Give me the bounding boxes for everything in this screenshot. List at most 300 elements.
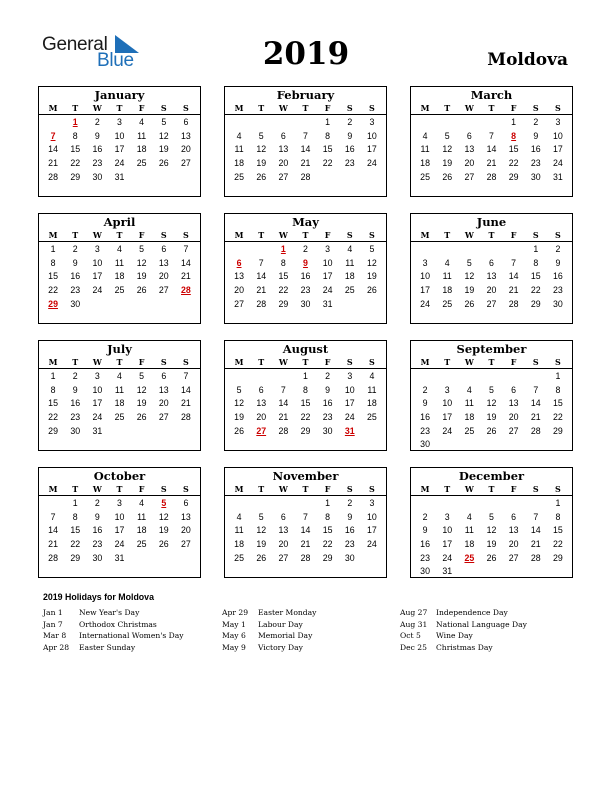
month-march: [410, 86, 573, 197]
day-cell: 19: [442, 158, 453, 169]
day-cell: 12: [442, 144, 453, 155]
day-cell: 9: [533, 130, 539, 141]
holiday-day-cell: 5: [161, 498, 167, 508]
day-cell: 7: [533, 511, 539, 522]
day-cell: 14: [300, 144, 311, 155]
weekday-label: S: [183, 484, 189, 494]
day-cell: 11: [367, 384, 377, 395]
weekday-header-row: [225, 483, 386, 496]
day-grid: [39, 242, 200, 311]
day-cell: 8: [325, 130, 331, 141]
day-cell: 8: [50, 257, 56, 268]
day-cell: 12: [256, 525, 267, 536]
holiday-name: Memorial Day: [258, 631, 313, 640]
weekday-label: M: [420, 484, 430, 494]
day-cell: 24: [420, 298, 430, 309]
day-cell: 19: [486, 539, 497, 550]
day-cell: 11: [137, 130, 147, 141]
weekday-label: S: [369, 230, 375, 240]
weekday-label: F: [138, 357, 145, 367]
weekday-label: T: [444, 103, 451, 113]
day-grid: [225, 242, 386, 311]
day-cell: 17: [442, 412, 453, 423]
empty-cell: [228, 370, 250, 384]
day-cell: 30: [530, 171, 541, 182]
day-cell: 6: [489, 257, 494, 268]
weekday-label: S: [532, 230, 539, 240]
day-cell: 7: [183, 244, 189, 254]
month-title: April: [103, 215, 136, 229]
month-july: [38, 340, 201, 451]
day-cell: 22: [530, 285, 541, 296]
day-cell: 22: [70, 158, 81, 169]
day-cell: 4: [236, 130, 242, 141]
empty-cell: [503, 497, 525, 511]
empty-cell: [250, 243, 272, 257]
weekday-label: F: [510, 484, 517, 494]
day-cell: 11: [464, 525, 474, 536]
day-cell: 11: [114, 384, 125, 395]
day-cell: 15: [48, 271, 58, 282]
day-cell: 16: [92, 525, 103, 536]
day-cell: 22: [48, 285, 58, 296]
country-title: Moldova: [487, 50, 568, 70]
day-cell: 21: [508, 285, 519, 296]
day-cell: 23: [530, 158, 541, 169]
empty-cell: [272, 497, 294, 511]
day-cell: 21: [181, 398, 191, 409]
day-cell: 16: [92, 144, 103, 155]
day-cell: 28: [530, 425, 541, 436]
weekday-label: T: [116, 484, 123, 494]
weekday-label: M: [234, 357, 244, 367]
day-cell: 23: [420, 425, 430, 436]
day-cell: 29: [48, 425, 58, 436]
day-cell: 3: [117, 498, 122, 508]
day-cell: 12: [136, 384, 147, 395]
weekday-label: T: [302, 357, 309, 367]
weekday-label: W: [92, 103, 102, 113]
day-cell: 13: [278, 144, 289, 155]
weekday-label: W: [278, 484, 288, 494]
day-cell: 19: [136, 271, 147, 282]
day-cell: 16: [300, 271, 311, 282]
day-cell: 17: [553, 144, 563, 155]
day-cell: 9: [94, 130, 100, 141]
day-cell: 19: [136, 398, 147, 409]
day-cell: 26: [442, 171, 453, 182]
day-cell: 8: [533, 257, 539, 268]
day-cell: 31: [322, 298, 333, 309]
day-cell: 15: [553, 525, 563, 536]
day-cell: 1: [72, 498, 78, 508]
weekday-label: W: [464, 484, 474, 494]
holiday-day-cell: 29: [48, 298, 58, 309]
holiday-row: [43, 607, 184, 619]
weekday-label: W: [278, 230, 288, 240]
empty-cell: [294, 497, 316, 511]
day-cell: 26: [136, 412, 147, 423]
day-cell: 17: [114, 525, 125, 536]
day-cell: 17: [442, 539, 453, 550]
day-cell: 22: [70, 539, 81, 550]
day-cell: 7: [50, 511, 56, 522]
day-cell: 25: [234, 171, 244, 182]
weekday-label: T: [116, 103, 123, 113]
day-cell: 9: [72, 384, 78, 395]
day-cell: 20: [464, 158, 475, 169]
day-cell: 30: [70, 298, 81, 309]
weekday-label: W: [92, 230, 102, 240]
day-cell: 3: [94, 244, 100, 254]
weekday-label: T: [72, 103, 79, 113]
holiday-day-cell: 31: [344, 425, 355, 436]
day-cell: 28: [300, 552, 311, 563]
day-cell: 7: [533, 384, 539, 395]
day-cell: 20: [181, 525, 191, 536]
weekday-label: M: [420, 357, 430, 367]
day-cell: 26: [464, 298, 475, 309]
day-cell: 18: [234, 158, 244, 169]
day-cell: 24: [92, 412, 103, 423]
day-cell: 21: [486, 158, 497, 169]
day-cell: 5: [258, 511, 264, 522]
day-cell: 14: [181, 257, 191, 268]
holiday-day-cell: 1: [280, 244, 286, 254]
day-cell: 1: [303, 371, 308, 381]
day-cell: 5: [369, 244, 375, 254]
day-cell: 31: [114, 171, 125, 182]
day-cell: 22: [322, 158, 333, 169]
weekday-header-row: [39, 356, 200, 369]
day-cell: 19: [464, 285, 475, 296]
day-cell: 20: [181, 144, 191, 155]
day-cell: 17: [322, 271, 333, 282]
weekday-label: S: [369, 103, 375, 113]
day-cell: 12: [464, 271, 475, 282]
day-cell: 10: [92, 384, 103, 395]
empty-cell: [458, 116, 480, 130]
weekday-label: W: [464, 357, 474, 367]
holiday-row: [43, 619, 184, 631]
day-cell: 21: [48, 158, 58, 169]
day-cell: 30: [92, 171, 103, 182]
weekday-label: F: [510, 103, 517, 113]
weekday-label: T: [488, 484, 495, 494]
day-cell: 13: [158, 257, 169, 268]
day-cell: 6: [280, 130, 286, 141]
day-cell: 23: [420, 552, 430, 563]
holiday-day-cell: 27: [256, 425, 267, 436]
weekday-label: S: [532, 357, 539, 367]
day-cell: 23: [70, 285, 81, 296]
weekday-label: F: [324, 357, 331, 367]
day-cell: 12: [256, 144, 267, 155]
day-cell: 25: [136, 539, 147, 550]
weekday-label: T: [72, 230, 79, 240]
day-cell: 16: [70, 398, 81, 409]
holiday-day-cell: 25: [464, 552, 475, 563]
day-cell: 31: [92, 425, 103, 436]
month-december: [410, 467, 573, 578]
weekday-label: F: [138, 230, 145, 240]
day-cell: 14: [256, 271, 267, 282]
holiday-row: [43, 630, 184, 642]
day-cell: 24: [344, 412, 355, 423]
month-title: February: [276, 88, 335, 102]
empty-cell: [458, 370, 480, 384]
day-cell: 23: [300, 285, 311, 296]
weekday-label: F: [138, 103, 145, 113]
day-cell: 2: [347, 117, 353, 127]
day-cell: 3: [325, 244, 331, 254]
day-cell: 20: [234, 285, 244, 296]
day-cell: 5: [489, 384, 494, 395]
holiday-date: Apr 29: [222, 608, 249, 617]
weekday-label: F: [324, 484, 331, 494]
weekday-label: M: [234, 230, 244, 240]
day-cell: 12: [367, 257, 377, 268]
day-cell: 3: [422, 257, 428, 268]
day-cell: 28: [256, 298, 267, 309]
holiday-date: May 6: [222, 631, 246, 640]
day-cell: 31: [553, 171, 563, 182]
day-cell: 12: [158, 130, 169, 141]
weekday-header-row: [411, 102, 572, 115]
weekday-header-row: [411, 483, 572, 496]
day-cell: 23: [92, 539, 103, 550]
day-cell: 17: [367, 144, 377, 155]
day-cell: 16: [344, 144, 355, 155]
holiday-date: Apr 28: [43, 642, 70, 652]
holiday-row: [400, 642, 527, 654]
day-cell: 15: [48, 398, 58, 409]
month-october: [38, 467, 201, 578]
day-cell: 11: [420, 144, 430, 155]
day-cell: 5: [444, 130, 450, 141]
month-february: [224, 86, 387, 197]
weekday-header-row: [411, 356, 572, 369]
day-cell: 28: [508, 298, 519, 309]
weekday-label: S: [555, 103, 561, 113]
day-cell: 24: [92, 285, 103, 296]
holiday-day-cell: 7: [50, 130, 56, 141]
day-cell: 27: [158, 412, 169, 423]
day-cell: 27: [181, 158, 191, 169]
day-cell: 24: [322, 285, 333, 296]
day-grid: [39, 115, 200, 184]
weekday-label: T: [302, 484, 309, 494]
day-cell: 1: [533, 244, 539, 254]
day-cell: 16: [70, 271, 81, 282]
day-cell: 22: [553, 539, 563, 550]
weekday-label: W: [278, 357, 288, 367]
weekday-label: S: [555, 357, 561, 367]
day-cell: 14: [48, 144, 58, 155]
day-cell: 13: [158, 384, 169, 395]
day-cell: 24: [114, 158, 125, 169]
weekday-label: T: [72, 484, 79, 494]
weekday-label: S: [160, 484, 167, 494]
day-cell: 19: [486, 412, 497, 423]
day-cell: 29: [278, 298, 289, 309]
day-cell: 21: [530, 412, 541, 423]
day-cell: 10: [344, 384, 355, 395]
weekday-label: T: [444, 357, 451, 367]
day-cell: 6: [466, 130, 472, 141]
logo-text-general: General: [42, 34, 108, 55]
weekday-label: W: [92, 484, 102, 494]
empty-cell: [458, 243, 480, 257]
day-cell: 16: [530, 144, 541, 155]
day-cell: 25: [344, 285, 355, 296]
day-cell: 19: [234, 412, 244, 423]
day-cell: 22: [508, 158, 519, 169]
day-cell: 25: [367, 412, 377, 423]
day-cell: 4: [347, 244, 353, 254]
day-cell: 11: [234, 525, 244, 536]
month-title: August: [282, 342, 329, 356]
holiday-date: Aug 31: [400, 619, 428, 629]
weekday-label: T: [72, 357, 79, 367]
weekday-header-row: [39, 102, 200, 115]
day-cell: 17: [367, 525, 377, 536]
day-cell: 12: [136, 257, 147, 268]
weekday-header-row: [39, 483, 200, 496]
day-cell: 28: [181, 412, 191, 423]
holiday-date: Mar 8: [43, 631, 67, 640]
day-cell: 1: [511, 117, 517, 127]
day-cell: 29: [300, 425, 311, 436]
day-cell: 30: [553, 298, 563, 309]
day-cell: 1: [325, 498, 331, 508]
day-cell: 30: [92, 552, 103, 563]
month-title: October: [93, 469, 146, 483]
day-cell: 6: [183, 117, 189, 127]
holiday-row: [400, 630, 527, 642]
day-cell: 1: [555, 371, 561, 381]
day-cell: 5: [139, 371, 145, 381]
day-cell: 30: [322, 425, 333, 436]
day-cell: 10: [367, 130, 377, 141]
day-cell: 17: [420, 285, 430, 296]
day-cell: 18: [136, 144, 147, 155]
day-cell: 4: [444, 257, 450, 268]
day-cell: 5: [466, 257, 472, 268]
day-grid: [225, 496, 386, 565]
day-cell: 28: [48, 171, 58, 182]
day-cell: 18: [234, 539, 244, 550]
weekday-label: T: [116, 230, 123, 240]
day-cell: 25: [114, 412, 125, 423]
day-cell: 20: [158, 398, 169, 409]
day-cell: 31: [442, 566, 453, 577]
day-cell: 14: [300, 525, 311, 536]
day-cell: 29: [70, 552, 81, 563]
day-cell: 2: [303, 244, 308, 254]
day-cell: 18: [136, 525, 147, 536]
day-cell: 6: [280, 511, 286, 522]
day-cell: 14: [530, 525, 541, 536]
day-cell: 19: [158, 525, 169, 536]
day-cell: 12: [486, 525, 497, 536]
day-cell: 7: [303, 511, 308, 522]
day-cell: 28: [300, 171, 311, 182]
day-cell: 10: [322, 257, 333, 268]
day-cell: 4: [139, 117, 145, 127]
weekday-header-row: [225, 102, 386, 115]
day-cell: 3: [369, 117, 375, 127]
day-cell: 4: [117, 244, 122, 254]
holiday-row: [222, 642, 316, 654]
day-cell: 13: [508, 398, 519, 409]
day-cell: 16: [420, 412, 430, 423]
weekday-label: W: [464, 103, 474, 113]
day-cell: 10: [114, 511, 125, 522]
day-cell: 18: [420, 158, 430, 169]
day-cell: 19: [158, 144, 169, 155]
day-cell: 7: [489, 130, 494, 141]
month-title: July: [107, 342, 132, 356]
day-cell: 18: [367, 398, 377, 409]
day-cell: 20: [486, 285, 497, 296]
empty-cell: [480, 116, 502, 130]
holiday-name: Victory Day: [258, 642, 303, 652]
weekday-label: F: [138, 484, 145, 494]
holiday-column: [400, 607, 527, 653]
day-cell: 12: [158, 511, 169, 522]
day-cell: 23: [322, 412, 333, 423]
weekday-label: T: [488, 357, 495, 367]
month-title: December: [458, 469, 525, 483]
weekday-label: M: [48, 103, 58, 113]
day-cell: 11: [114, 257, 125, 268]
day-cell: 17: [344, 398, 355, 409]
day-grid: [411, 369, 572, 452]
day-grid: [411, 242, 572, 311]
holiday-date: Dec 25: [400, 642, 427, 652]
empty-cell: [436, 370, 458, 384]
day-cell: 9: [72, 257, 78, 268]
day-cell: 31: [114, 552, 125, 563]
day-cell: 3: [444, 384, 450, 395]
day-cell: 4: [236, 511, 242, 522]
empty-cell: [414, 497, 436, 511]
weekday-label: W: [464, 230, 474, 240]
day-cell: 6: [161, 244, 167, 254]
day-cell: 2: [422, 384, 428, 395]
month-august: [224, 340, 387, 451]
holiday-name: Easter Sunday: [79, 642, 136, 652]
day-cell: 6: [161, 371, 167, 381]
day-cell: 27: [158, 285, 169, 296]
holiday-day-cell: 28: [181, 285, 191, 296]
empty-cell: [480, 370, 502, 384]
day-cell: 4: [466, 384, 472, 395]
day-cell: 21: [278, 412, 289, 423]
day-cell: 8: [50, 384, 56, 395]
weekday-header-row: [225, 356, 386, 369]
empty-cell: [228, 497, 250, 511]
day-cell: 2: [422, 511, 428, 522]
day-cell: 27: [464, 171, 475, 182]
day-cell: 16: [344, 525, 355, 536]
day-cell: 29: [553, 425, 563, 436]
day-cell: 23: [344, 158, 355, 169]
day-cell: 4: [422, 130, 428, 141]
day-grid: [39, 496, 200, 565]
day-grid: [225, 369, 386, 438]
